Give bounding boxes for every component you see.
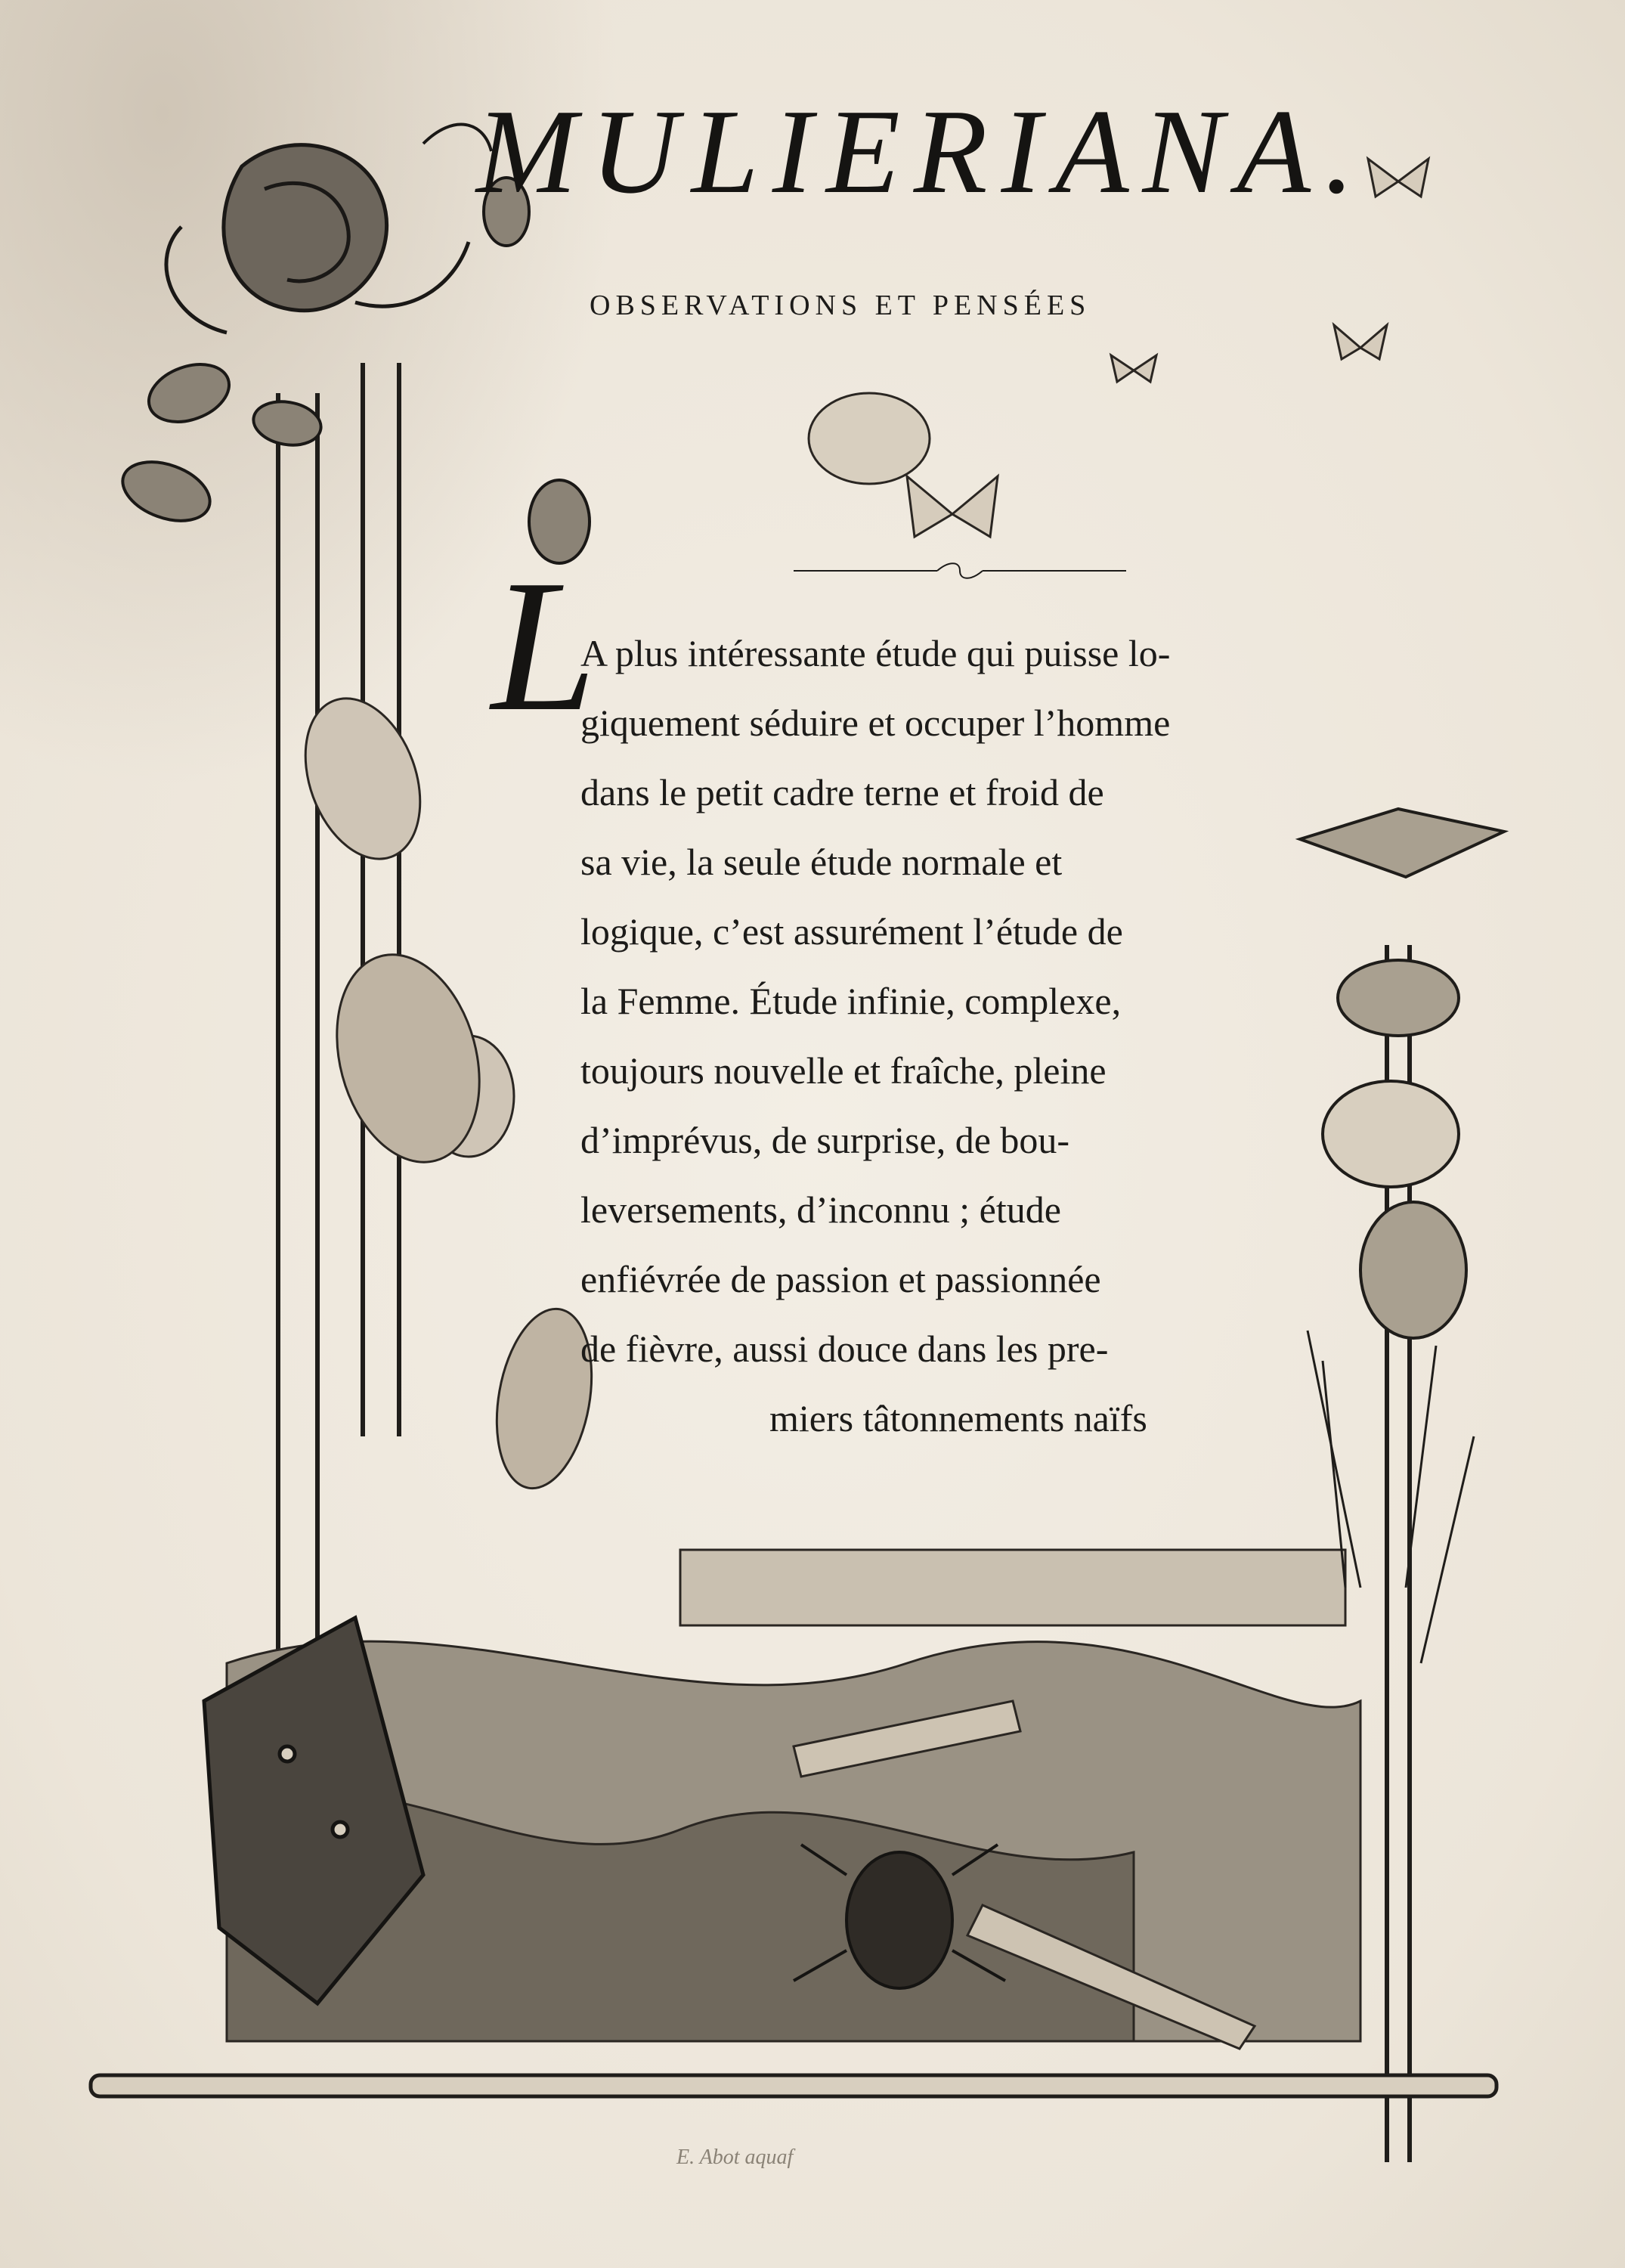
text-line: enfiévrée de passion et passionnée <box>580 1258 1101 1300</box>
text-line: toujours nouvelle et fraîche, pleine <box>580 1049 1107 1092</box>
bottom-bar <box>91 2075 1497 2096</box>
page-title: MULIERIANA. <box>476 84 1369 218</box>
drop-cap: L <box>491 541 597 751</box>
text-line: giquement séduire et occuper l’homme <box>580 702 1171 744</box>
text-line: leversements, d’inconnu ; étude <box>580 1188 1061 1231</box>
text-line: A plus intéressante étude qui puisse lo- <box>580 632 1171 674</box>
text-line: dans le petit cadre terne et froid de <box>580 771 1104 813</box>
text-line: de fièvre, aussi douce dans les pre- <box>580 1328 1109 1370</box>
page-subtitle: OBSERVATIONS ET PENSÉES <box>590 290 1091 321</box>
text-line: logique, c’est assurément l’étude de <box>580 910 1123 953</box>
text-line: la Femme. Étude infinie, complexe, <box>580 980 1122 1022</box>
text-line: d’imprévus, de surprise, de bou- <box>580 1119 1070 1161</box>
fairy-icon <box>285 683 605 1496</box>
rose-icon <box>166 145 469 333</box>
text-line: sa vie, la seule étude normale et <box>580 841 1063 883</box>
engraver-signature: E. Abot aquaf <box>676 2146 794 2169</box>
ornamental-divider <box>794 559 1126 582</box>
text-line: miers tâtonnements naïfs <box>769 1397 1147 1439</box>
body-text <box>580 618 1472 1453</box>
